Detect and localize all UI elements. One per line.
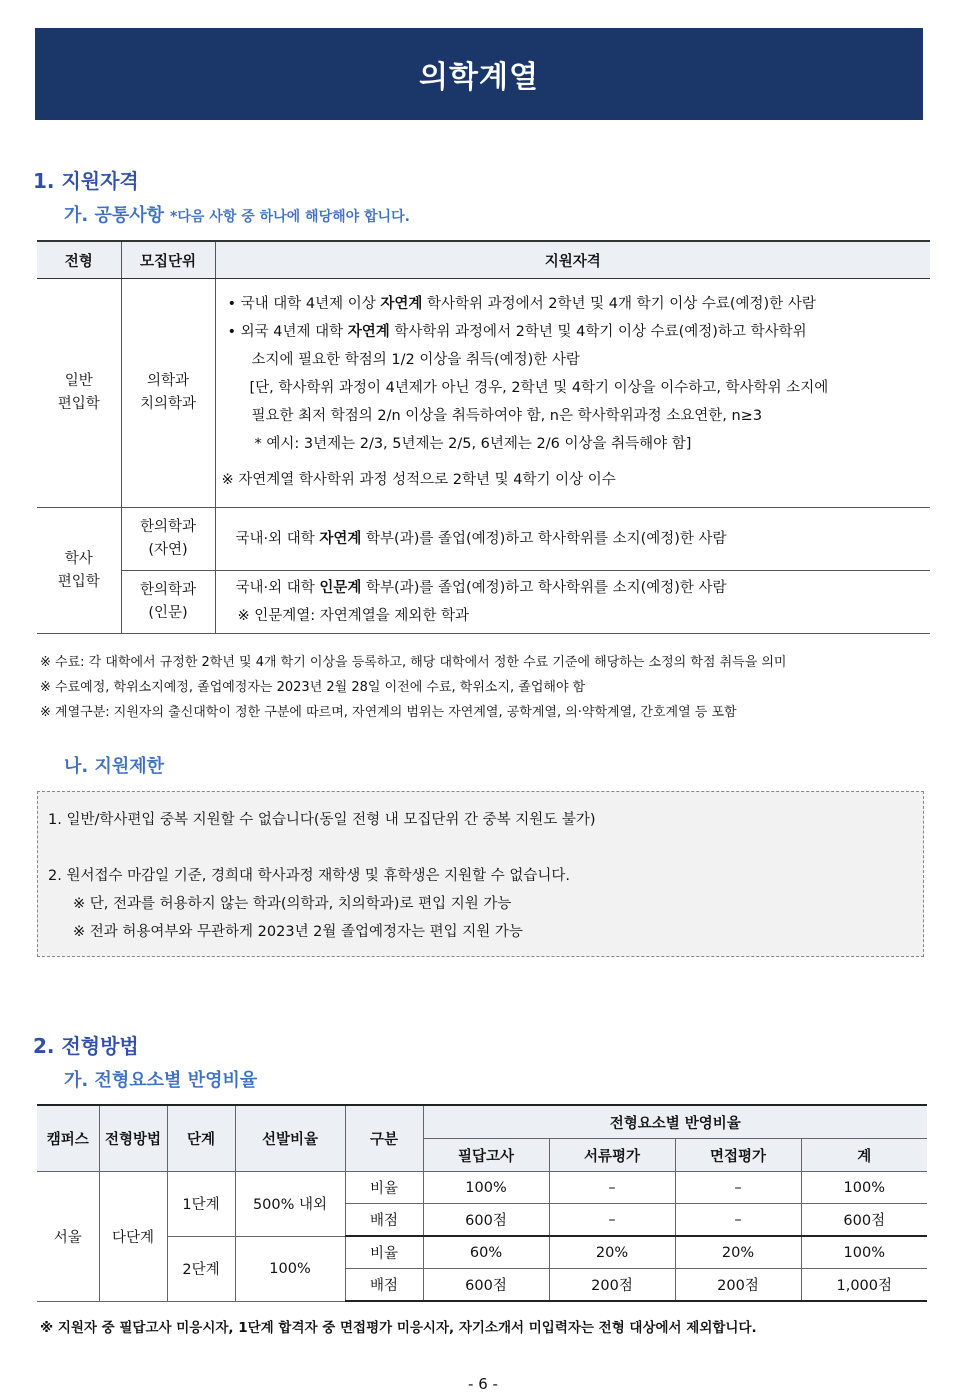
value-cell: 100% (423, 1172, 549, 1204)
section2-heading: 2. 전형방법 (33, 1034, 139, 1058)
restriction-item: 2. 원서접수 마감일 기준, 경희대 학사과정 재학생 및 휴학생은 지원할 수 없습니다. (48, 868, 570, 884)
value-cell: 20% (549, 1236, 675, 1269)
bachelor-qual-humanities: 국내·외 대학 인문계 학부(과)를 졸업(예정)하고 학사학위를 소지(예정)한 사람 ※ 인문계열: 자연계열을 제외한 학과 (215, 571, 930, 634)
ratio-cell: 500% 내외 (235, 1172, 345, 1237)
selection-table (37, 1104, 927, 1302)
value-cell: 100% (801, 1172, 927, 1204)
subheader-interview: 면접평가 (675, 1139, 801, 1172)
sub-b-heading: 나. 지원제한 (64, 756, 165, 777)
subheader-total: 계 (801, 1139, 927, 1172)
table-header-row (37, 1105, 927, 1139)
note-item: ※ 계열구분: 지원자의 출신대학이 정한 구분에 따르며, 자연계의 범위는 자연계열, 공학계열, 의·약학계열, 간호계열 등 포함 (40, 705, 737, 720)
bachelor-unit-humanities: 한의학과 (인문) (121, 571, 215, 634)
table-row (37, 508, 930, 571)
ratio-cell: 100% (235, 1236, 345, 1301)
qual-line-4: [단, 학사학위 과정이 4년제가 아닌 경우, 2학년 및 4학기 이상을 이수하고, 학사학위 소지에 (249, 380, 829, 396)
restriction-subnote: ※ 단, 전과를 허용하지 않는 학과(의학과, 치의학과)로 편입 지원 가능 (73, 896, 512, 912)
header-weights: 전형요소별 반영비율 (423, 1105, 927, 1139)
section1-sub-a (64, 201, 410, 227)
eligibility-notes (40, 650, 787, 725)
value-cell: 60% (423, 1236, 549, 1269)
value-cell: 600점 (423, 1269, 549, 1302)
general-unit: 의학과 치의학과 (121, 279, 215, 508)
value-cell: 600점 (801, 1204, 927, 1237)
header-qualification: 지원자격 (215, 241, 930, 279)
subheader-document: 서류평가 (549, 1139, 675, 1172)
campus-cell: 서울 (37, 1172, 99, 1302)
method-cell: 다단계 (99, 1172, 167, 1302)
qual-line-1: • 국내 대학 4년제 이상 자연계 학사학위 과정에서 2학년 및 4개 학기 이상 수료(예정)한 사람 (227, 296, 816, 312)
section1-heading: 1. 지원자격 (33, 169, 139, 193)
value-cell: 200점 (675, 1269, 801, 1302)
bachelor-qual-natural: 국내·외 대학 자연계 학부(과)를 졸업(예정)하고 학사학위를 소지(예정)한 사람 (215, 508, 930, 571)
page-number: - 6 - (468, 1375, 498, 1393)
restriction-item: 1. 일반/학사편입 중복 지원할 수 없습니다(동일 전형 내 모집단위 간 중복 지원도 불가) (48, 812, 596, 828)
bachelor-type: 학사 편입학 (37, 508, 121, 634)
header-type: 전형 (37, 241, 121, 279)
category-cell: 비율 (345, 1236, 423, 1269)
table-row (37, 1172, 927, 1204)
qual-line-3: 소지에 필요한 학점의 1/2 이상을 취득(예정)한 사람 (251, 352, 580, 368)
eligibility-table (37, 240, 930, 634)
note-item: ※ 수료: 각 대학에서 규정한 2학년 및 4개 학기 이상을 등록하고, 해당 대학에서 정한 수료 기준에 해당하는 소정의 학점 취득을 의미 (40, 655, 787, 670)
humanities-note: ※ 인문계열: 자연계열을 제외한 학과 (237, 608, 470, 624)
header-campus: 캠퍼스 (37, 1105, 99, 1172)
qual-line-2: • 외국 4년제 대학 자연계 학사학위 과정에서 2학년 및 4학기 이상 수료(예정)하고 학사학위 (227, 324, 807, 340)
exclusion-footnote: ※ 지원자 중 필답고사 미응시자, 1단계 합격자 중 면접평가 미응시자, 자기소개서 미입력자는 전형 대상에서 제외합니다. (40, 1320, 757, 1336)
value-cell: – (675, 1172, 801, 1204)
general-qualification (215, 279, 930, 508)
category-cell: 비율 (345, 1172, 423, 1204)
qual-line-5: 필요한 최저 학점의 2/n 이상을 취득하여야 함, n은 학사학위과정 소요연한, n≥3 (251, 408, 763, 424)
value-cell: – (675, 1204, 801, 1237)
category-cell: 배점 (345, 1204, 423, 1237)
qual-line-6: * 예시: 3년제는 2/3, 5년제는 2/5, 6년제는 2/6 이상을 취득해야 함] (254, 436, 692, 452)
page-title-banner (35, 28, 923, 120)
table-row (37, 1236, 927, 1269)
value-cell: 600점 (423, 1204, 549, 1237)
value-cell: 20% (675, 1236, 801, 1269)
header-stage: 단계 (167, 1105, 235, 1172)
header-ratio: 선발비율 (235, 1105, 345, 1172)
value-cell: – (549, 1204, 675, 1237)
value-cell: 100% (801, 1236, 927, 1269)
value-cell: 200점 (549, 1269, 675, 1302)
stage-cell: 2단계 (167, 1236, 235, 1301)
header-category: 구분 (345, 1105, 423, 1172)
header-unit: 모집단위 (121, 241, 215, 279)
general-type: 일반 편입학 (37, 279, 121, 508)
restriction-subnote: ※ 전과 허용여부와 무관하게 2023년 2월 졸업예정자는 편입 지원 가능 (73, 924, 523, 940)
page-title: 의학계열 (419, 60, 539, 95)
category-cell: 배점 (345, 1269, 423, 1302)
restriction-box (37, 791, 924, 957)
header-method: 전형방법 (99, 1105, 167, 1172)
table-row (37, 571, 930, 634)
section2-sub-a: 가. 전형요소별 반영비율 (64, 1070, 258, 1091)
note-item: ※ 수료예정, 학위소지예정, 졸업예정자는 2023년 2월 28일 이전에 수료, 학위소지, 졸업해야 함 (40, 680, 586, 695)
qual-reference: ※ 자연계열 학사학위 과정 성적으로 2학년 및 4학기 이상 이수 (221, 472, 616, 488)
stage-cell: 1단계 (167, 1172, 235, 1237)
value-cell: – (549, 1172, 675, 1204)
table-header-row (37, 241, 930, 279)
table-row (37, 279, 930, 508)
value-cell: 1,000점 (801, 1269, 927, 1302)
bachelor-unit-natural: 한의학과 (자연) (121, 508, 215, 571)
sub-a-note: *다음 사항 중 하나에 해당해야 합니다. (170, 209, 410, 225)
sub-a-heading: 가. 공통사항 (64, 205, 165, 226)
subheader-written: 필답고사 (423, 1139, 549, 1172)
